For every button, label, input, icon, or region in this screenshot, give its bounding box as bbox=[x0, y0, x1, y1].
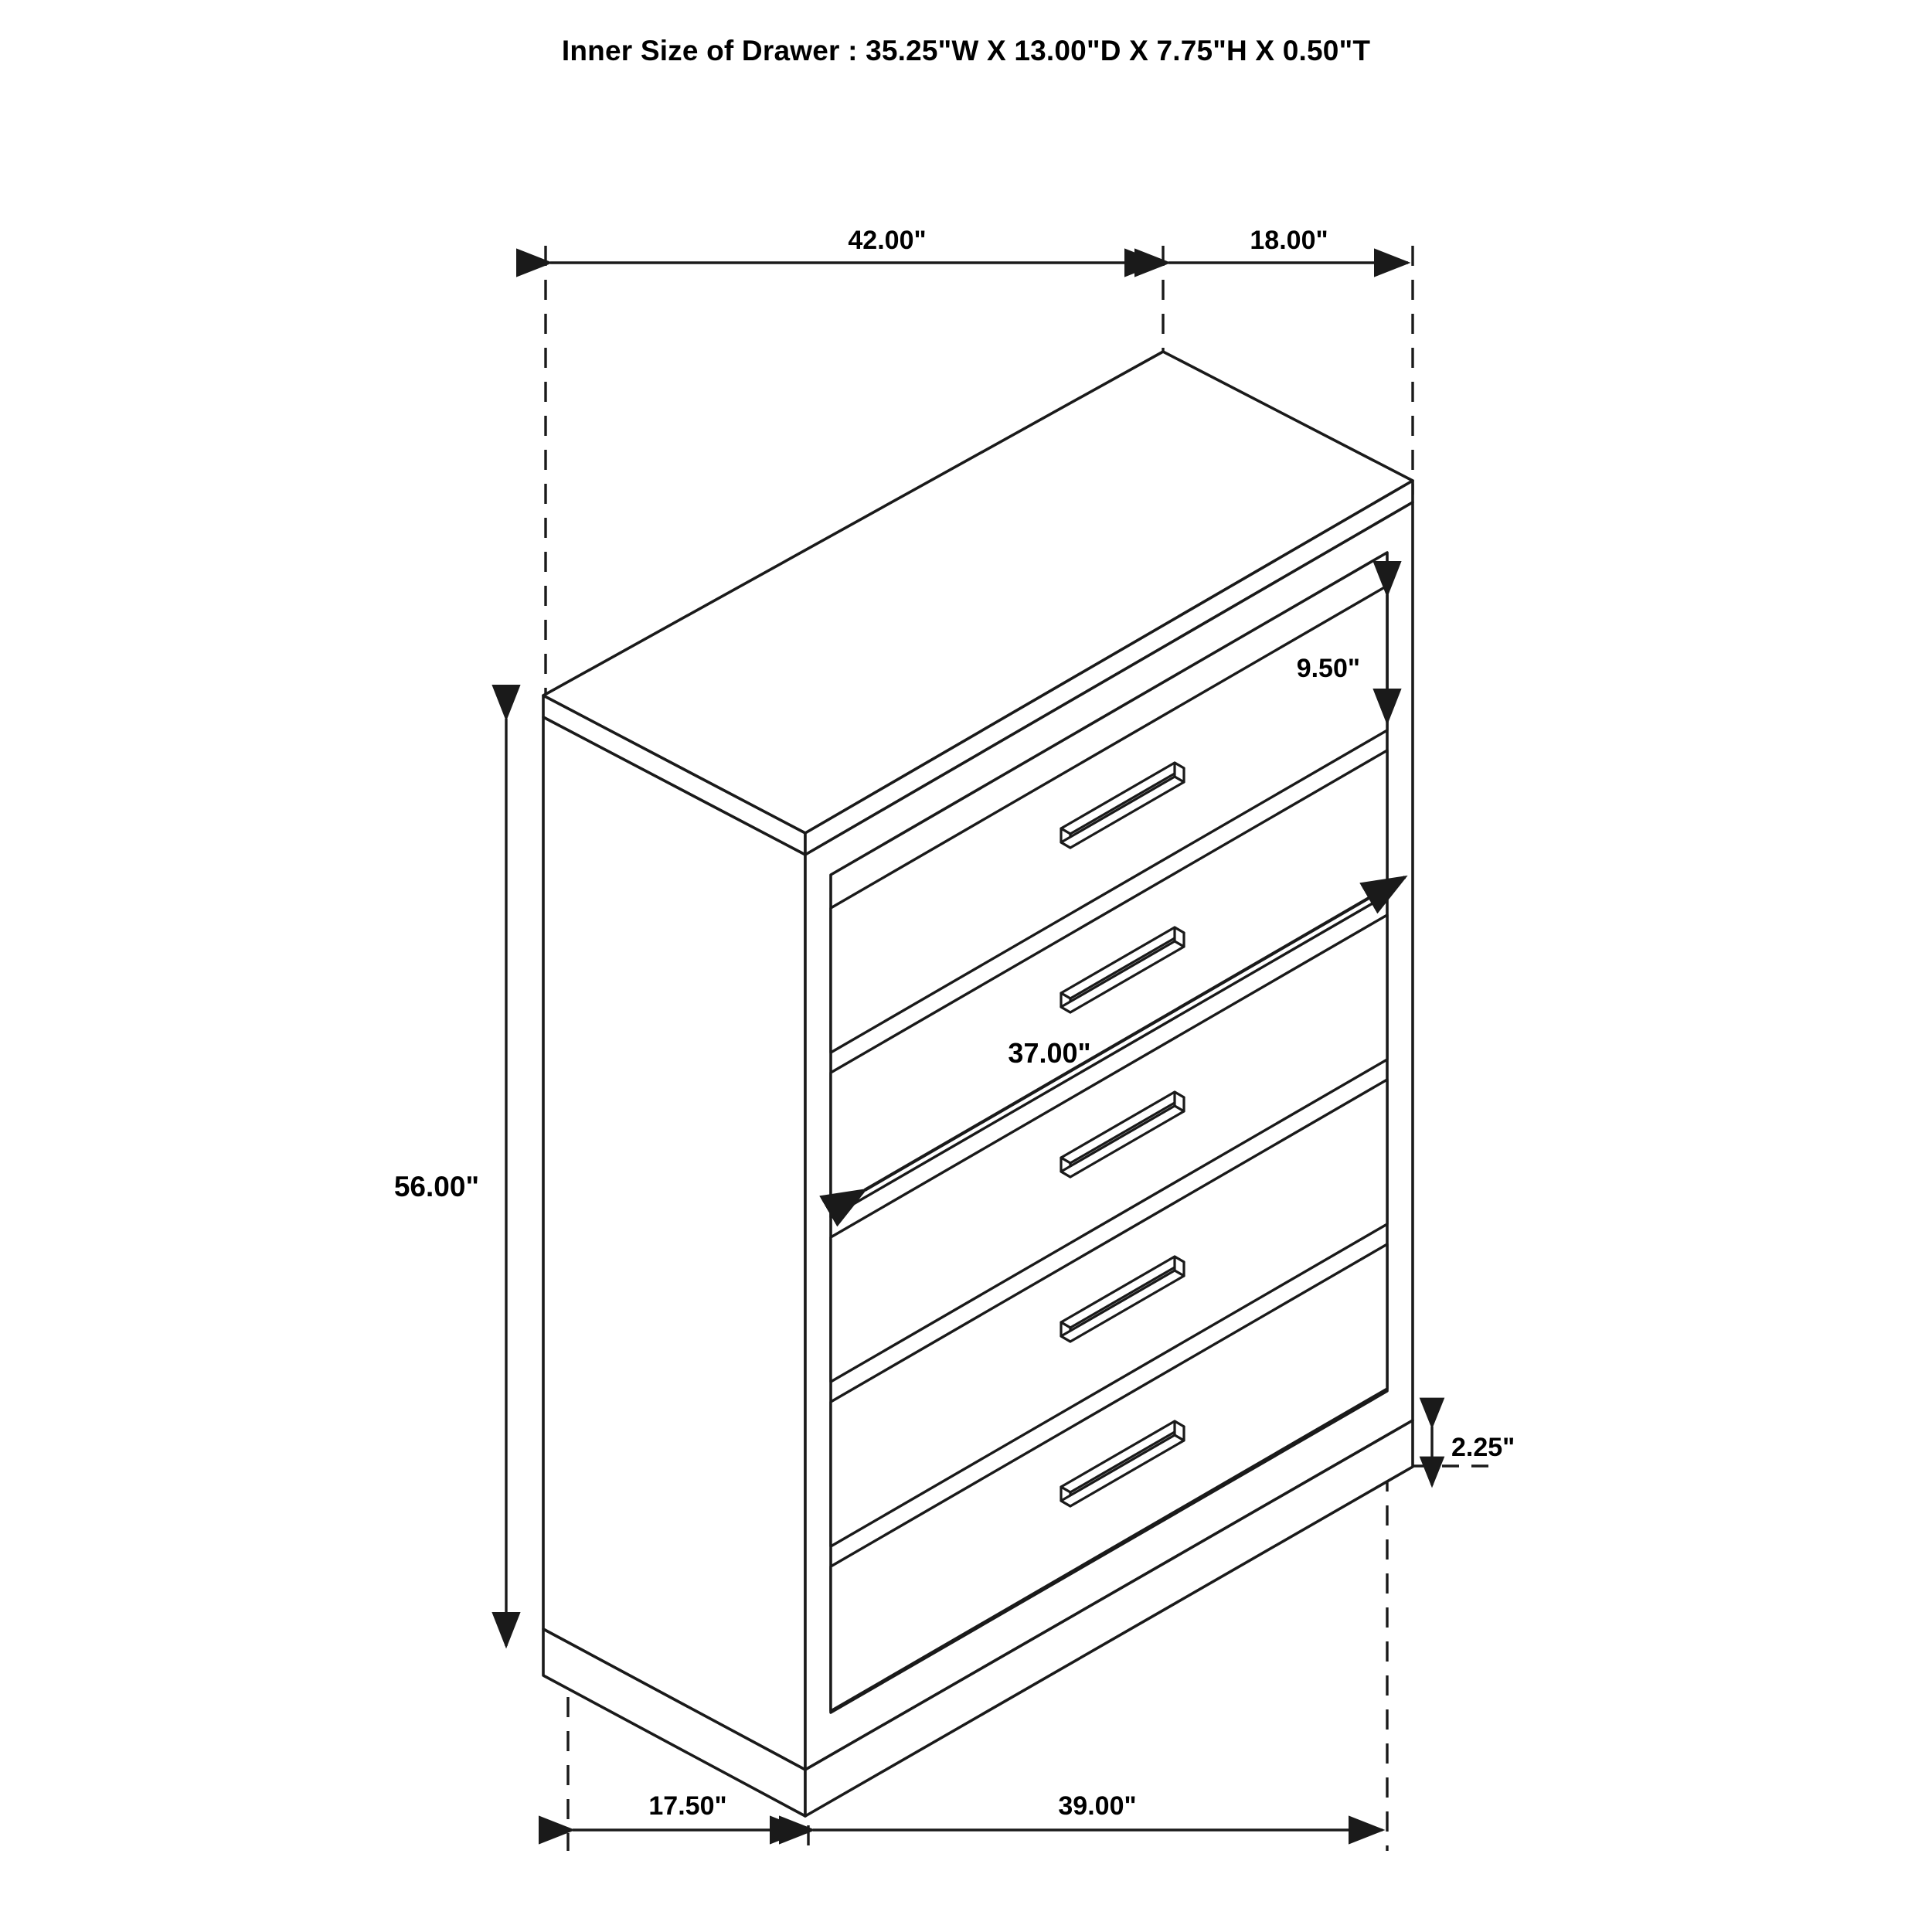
label-top-width: 42.00" bbox=[848, 226, 927, 255]
page-title: Inner Size of Drawer : 35.25"W X 13.00"D X 7.75"H X 0.50"T bbox=[561, 35, 1371, 66]
label-base-height: 2.25" bbox=[1451, 1433, 1515, 1462]
left-side-panel bbox=[543, 717, 805, 1770]
label-base-depth: 17.50" bbox=[648, 1791, 727, 1821]
label-top-gap: 9.50" bbox=[1296, 654, 1360, 683]
label-top-depth: 18.00" bbox=[1250, 226, 1328, 255]
label-total-height: 56.00" bbox=[393, 1171, 479, 1202]
label-diagonal: 37.00" bbox=[1008, 1037, 1091, 1069]
label-base-width: 39.00" bbox=[1058, 1791, 1137, 1821]
